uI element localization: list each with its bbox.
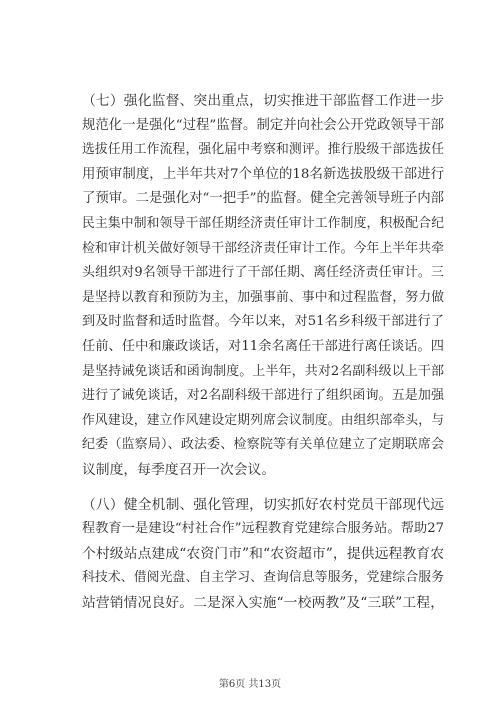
text-line: 是坚持诫免谈话和函询制度。上半年，共对2名副科级以上干部 xyxy=(82,363,444,379)
text-line: （七）强化监督、突出重点，切实推进干部监督工作进一步 xyxy=(82,93,444,109)
paragraph-7 xyxy=(82,89,444,483)
text-line: 个村级站点建成“农资门市”和“农资超市”，提供远程教育农 xyxy=(82,545,444,562)
text-line: 议制度，每季度召开一次会议。 xyxy=(82,461,276,478)
page-number-footer: 第6页 共13页 xyxy=(218,679,282,690)
paragraph-gap xyxy=(82,483,444,493)
text-line: 进行了诫免谈话，对2名副科级干部进行了组织函询。五是加强 xyxy=(82,388,444,404)
text-line: 了预审。二是强化对“一把手”的监督。健全完善领导班子内部 xyxy=(82,191,444,207)
text-line: 选拔任用工作流程，强化届中考察和测评。推行股级干部选拔任 xyxy=(82,142,444,158)
text-line: 是坚持以教育和预防为主，加强事前、事中和过程监督，努力做 xyxy=(82,289,444,305)
text-line: 民主集中制和领导干部任期经济责任审计工作制度，积极配合纪 xyxy=(82,215,444,231)
text-line: 纪委（监察局）、政法委、检察院等有关单位建立了定期联席会 xyxy=(82,437,444,453)
paragraph-8 xyxy=(82,493,444,616)
text-line: 头组织对9名领导干部进行了干部任期、离任经济责任审计。三 xyxy=(82,265,444,281)
text-line: 检和审计机关做好领导干部经济责任审计工作。今年上半年共牵 xyxy=(82,240,444,256)
text-line: 用预审制度，上半年共对7个单位的18名新选拔股级干部进行 xyxy=(82,166,444,182)
body-text xyxy=(82,89,444,615)
text-line: 任前、任中和廉政谈话，对11余名离任干部进行离任谈话。四 xyxy=(82,338,444,354)
text-line: 作风建设，建立作风建设定期列席会议制度。由组织部牵头，与 xyxy=(82,412,444,428)
text-line: 程教育一是建设“村社合作”远程教育党建综合服务站。帮助27 xyxy=(82,521,444,537)
text-line: 到及时监督和适时监督。今年以来，对51名乡科级干部进行了 xyxy=(82,314,444,330)
text-line: （八）健全机制、强化管理，切实抓好农村党员干部现代远 xyxy=(82,496,444,513)
text-line: 规范化一是强化“过程”监督。制定并向社会公开党政领导干部 xyxy=(82,117,444,133)
text-line: 站营销情况良好。二是深入实施“一校两教”及“三联”工程， xyxy=(82,594,444,611)
text-line: 科技术、借阅光盘、自主学习、查询信息等服务，党建综合服务 xyxy=(82,570,444,586)
